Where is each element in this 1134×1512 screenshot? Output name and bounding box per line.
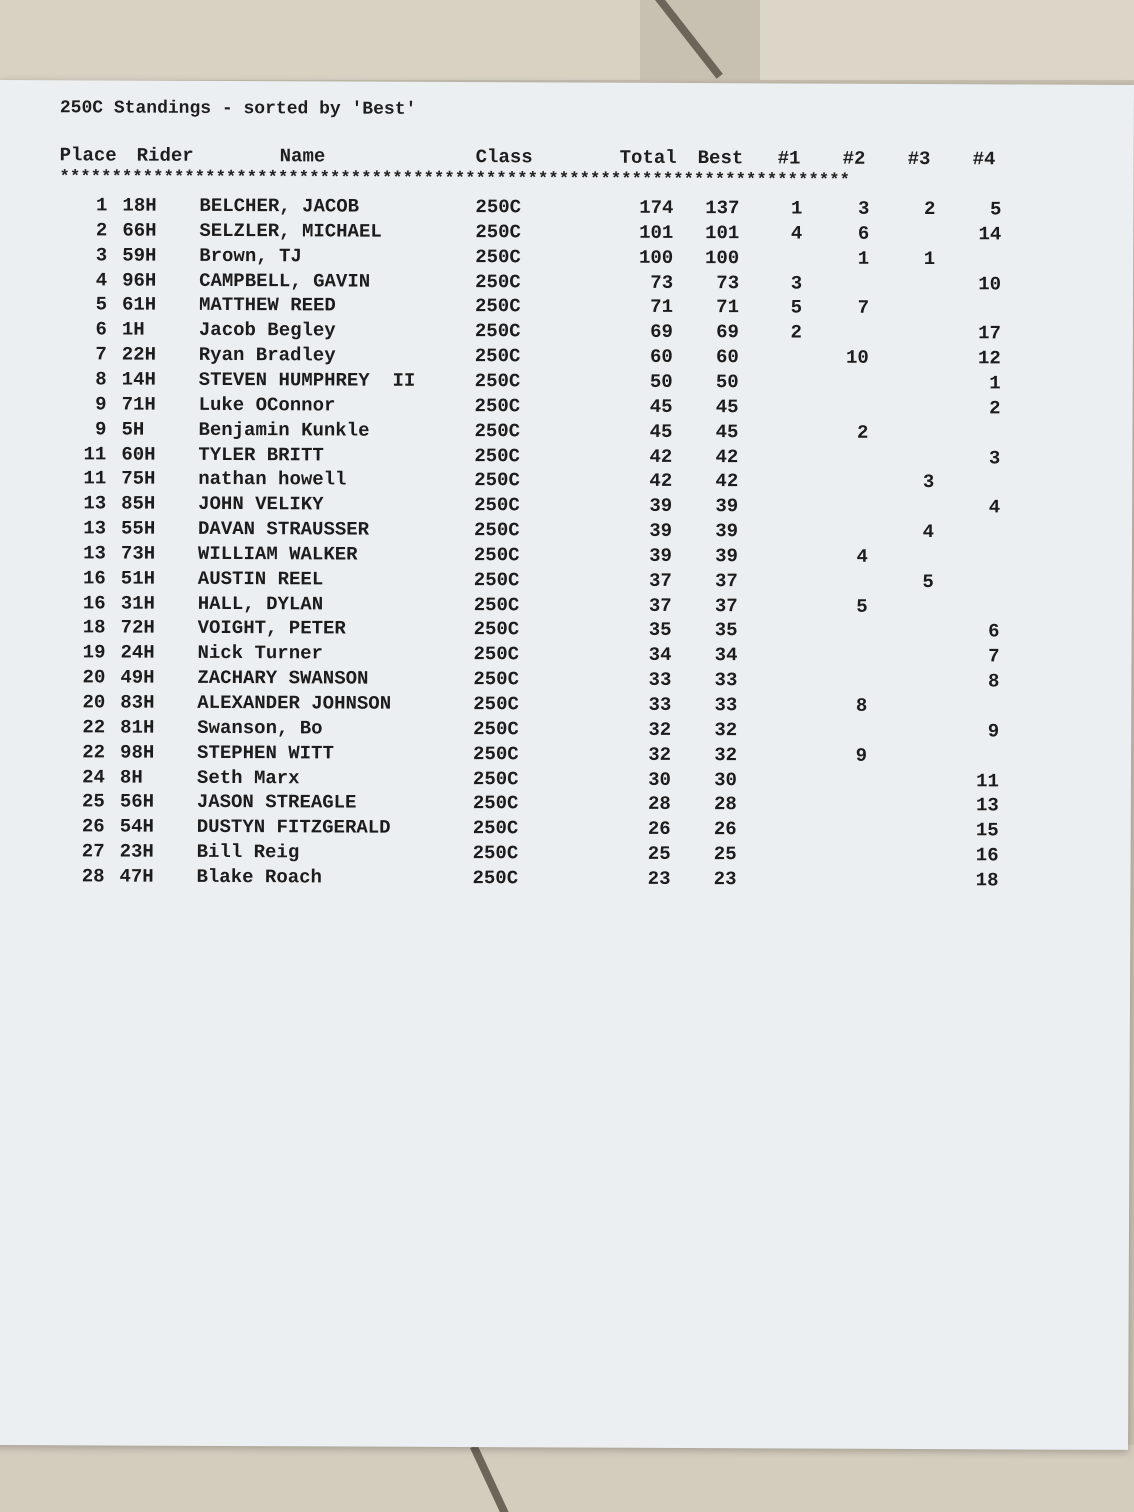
cell-name: WILLIAM WALKER bbox=[197, 542, 358, 566]
cell-name: Brown, TJ bbox=[199, 244, 302, 268]
cell-rider: 81H bbox=[120, 716, 155, 739]
header-name: Name bbox=[279, 145, 326, 168]
cell-best: 100 bbox=[704, 246, 740, 269]
table-row bbox=[0, 665, 1131, 694]
page-title: 250C Standings - sorted by 'Best' bbox=[59, 98, 417, 120]
cell-class: 250C bbox=[474, 394, 521, 418]
cell-place: 25 bbox=[81, 790, 105, 813]
cell-moto-4: 18 bbox=[975, 869, 999, 892]
cell-total: 34 bbox=[648, 644, 672, 667]
cell-moto-4: 1 bbox=[989, 372, 1001, 395]
cell-rider: 1H bbox=[121, 318, 145, 341]
cell-best: 33 bbox=[714, 694, 738, 717]
cell-rider: 51H bbox=[120, 567, 156, 590]
cell-class: 250C bbox=[475, 270, 521, 293]
cell-moto-4: 2 bbox=[989, 397, 1001, 420]
floor-tile bbox=[0, 1445, 1134, 1512]
cell-name: HALL, DYLAN bbox=[197, 592, 324, 616]
cell-rider: 49H bbox=[120, 666, 155, 689]
header-moto-1: #1 bbox=[777, 147, 801, 170]
cell-rider: 8H bbox=[119, 766, 143, 789]
cell-moto-4: 13 bbox=[975, 794, 999, 817]
cell-moto-4: 17 bbox=[978, 322, 1001, 345]
cell-moto-4: 10 bbox=[978, 272, 1002, 295]
cell-total: 33 bbox=[648, 668, 672, 692]
cell-best: 73 bbox=[716, 271, 740, 294]
cell-moto-4: 5 bbox=[989, 198, 1002, 221]
cell-moto-2: 6 bbox=[857, 222, 870, 245]
cell-best: 39 bbox=[715, 495, 739, 518]
table-row bbox=[0, 789, 1131, 818]
cell-moto-4: 11 bbox=[976, 769, 999, 792]
cell-total: 42 bbox=[649, 445, 673, 468]
cell-moto-4: 8 bbox=[987, 670, 1000, 693]
cell-best: 32 bbox=[714, 718, 738, 742]
cell-total: 37 bbox=[648, 594, 672, 617]
cell-total: 39 bbox=[649, 544, 672, 567]
table-row bbox=[0, 292, 1133, 321]
cell-moto-4: 16 bbox=[975, 844, 999, 867]
cell-moto-2: 3 bbox=[857, 197, 870, 220]
cell-moto-3: 2 bbox=[923, 198, 936, 221]
table-row bbox=[0, 864, 1131, 893]
cell-best: 34 bbox=[714, 644, 738, 667]
cell-total: 32 bbox=[648, 718, 672, 741]
cell-best: 37 bbox=[714, 594, 738, 617]
cell-total: 71 bbox=[650, 296, 674, 319]
cell-best: 35 bbox=[714, 619, 738, 642]
cell-class: 250C bbox=[473, 668, 520, 691]
cell-place: 3 bbox=[95, 244, 108, 267]
table-row bbox=[0, 541, 1132, 570]
cell-class: 250C bbox=[472, 817, 519, 840]
cell-name: ALEXANDER JOHNSON bbox=[197, 691, 392, 715]
cell-moto-1: 2 bbox=[790, 321, 802, 344]
cell-best: 137 bbox=[705, 197, 740, 220]
cell-best: 28 bbox=[713, 793, 737, 816]
header-best: Best bbox=[697, 147, 744, 170]
cell-class: 250C bbox=[474, 494, 520, 517]
cell-class: 250C bbox=[474, 295, 521, 318]
cell-name: nathan howell bbox=[198, 468, 347, 491]
cell-place: 20 bbox=[82, 666, 106, 689]
header-total: Total bbox=[619, 146, 677, 169]
cell-class: 250C bbox=[473, 742, 519, 765]
cell-place: 16 bbox=[82, 591, 106, 615]
cell-class: 250C bbox=[474, 345, 521, 368]
cell-name: JOHN VELIKY bbox=[198, 493, 324, 516]
cell-best: 42 bbox=[715, 470, 739, 493]
cell-name: Benjamin Kunkle bbox=[198, 418, 370, 442]
cell-class: 250C bbox=[473, 693, 519, 716]
cell-moto-2: 4 bbox=[856, 545, 868, 568]
cell-place: 6 bbox=[95, 318, 107, 341]
cell-rider: 98H bbox=[120, 741, 155, 764]
cell-class: 250C bbox=[473, 568, 520, 592]
cell-best: 45 bbox=[715, 420, 739, 443]
cell-class: 250C bbox=[474, 370, 521, 393]
cell-moto-3: 4 bbox=[922, 521, 935, 544]
cell-best: 25 bbox=[713, 843, 737, 866]
header-moto-2: #2 bbox=[842, 147, 866, 170]
cell-total: 35 bbox=[648, 619, 672, 642]
table-row bbox=[0, 417, 1133, 446]
cell-class: 250C bbox=[475, 220, 521, 244]
cell-name: TYLER BRITT bbox=[198, 443, 324, 466]
cell-best: 32 bbox=[714, 743, 738, 766]
cell-place: 11 bbox=[83, 467, 107, 490]
cell-name: Bill Reig bbox=[196, 840, 300, 864]
cell-class: 250C bbox=[473, 717, 519, 741]
cell-place: 22 bbox=[82, 716, 106, 739]
cell-moto-3: 5 bbox=[922, 570, 934, 593]
cell-rider: 59H bbox=[122, 244, 157, 267]
header-rider: Rider bbox=[136, 144, 194, 167]
cell-moto-2: 5 bbox=[856, 595, 868, 618]
cell-class: 250C bbox=[472, 792, 519, 815]
cell-class: 250C bbox=[473, 643, 520, 666]
cell-best: 42 bbox=[715, 445, 739, 468]
cell-rider: 61H bbox=[121, 293, 157, 317]
cell-place: 18 bbox=[82, 616, 106, 639]
cell-name: SELZLER, MICHAEL bbox=[199, 219, 382, 243]
cell-name: STEVEN HUMPHREY II bbox=[198, 368, 416, 392]
cell-best: 101 bbox=[705, 221, 740, 245]
cell-class: 250C bbox=[474, 444, 521, 467]
table-row bbox=[0, 367, 1133, 396]
cell-class: 250C bbox=[475, 245, 521, 268]
cell-rider: 14H bbox=[121, 368, 156, 391]
cell-rider: 55H bbox=[120, 517, 156, 540]
cell-name: DAVAN STRAUSSER bbox=[197, 517, 370, 541]
cell-rider: 18H bbox=[122, 194, 157, 217]
cell-class: 250C bbox=[475, 196, 522, 219]
header-separator: **************************************************************************** bbox=[59, 168, 851, 191]
cell-name: VOIGHT, PETER bbox=[197, 617, 346, 640]
cell-best: 71 bbox=[716, 296, 740, 319]
cell-name: Luke OConnor bbox=[198, 393, 336, 417]
cell-moto-2: 2 bbox=[857, 421, 869, 444]
cell-class: 250C bbox=[472, 842, 519, 865]
cell-place: 13 bbox=[83, 517, 107, 540]
cell-moto-4: 3 bbox=[988, 446, 1001, 469]
cell-total: 37 bbox=[648, 569, 672, 592]
cell-name: CAMPBELL, GAVIN bbox=[199, 269, 371, 293]
floor-tile bbox=[0, 0, 640, 80]
cell-total: 174 bbox=[639, 196, 674, 219]
cell-class: 250C bbox=[472, 767, 519, 790]
cell-class: 250C bbox=[473, 618, 520, 641]
cell-moto-3: 1 bbox=[923, 247, 936, 270]
cell-name: BELCHER, JACOB bbox=[199, 194, 360, 218]
cell-rider: 85H bbox=[121, 492, 156, 515]
cell-moto-1: 4 bbox=[790, 222, 803, 245]
cell-place: 20 bbox=[82, 691, 106, 714]
header-place: Place bbox=[59, 144, 117, 167]
cell-class: 250C bbox=[474, 419, 521, 442]
cell-moto-1: 3 bbox=[790, 271, 803, 295]
cell-class: 250C bbox=[473, 519, 520, 542]
cell-total: 30 bbox=[648, 768, 672, 791]
cell-total: 69 bbox=[650, 321, 673, 344]
cell-place: 27 bbox=[81, 840, 105, 863]
cell-best: 30 bbox=[714, 768, 738, 791]
cell-rider: 56H bbox=[119, 790, 155, 814]
cell-total: 32 bbox=[648, 743, 672, 766]
cell-place: 5 bbox=[95, 293, 108, 316]
cell-moto-3: 3 bbox=[922, 471, 935, 494]
cell-rider: 47H bbox=[119, 865, 154, 888]
cell-moto-4: 4 bbox=[988, 496, 1001, 519]
cell-best: 45 bbox=[715, 395, 739, 419]
cell-class: 250C bbox=[473, 543, 520, 567]
cell-total: 26 bbox=[647, 818, 671, 841]
cell-rider: 75H bbox=[121, 467, 156, 491]
cell-place: 19 bbox=[82, 641, 106, 664]
cell-moto-2: 7 bbox=[857, 297, 870, 320]
cell-rider: 23H bbox=[119, 840, 154, 863]
cell-name: Jacob Begley bbox=[198, 319, 336, 342]
cell-place: 8 bbox=[95, 368, 107, 391]
cell-moto-4: 9 bbox=[987, 720, 1000, 743]
cell-moto-1: 1 bbox=[790, 197, 803, 220]
cell-total: 100 bbox=[638, 246, 674, 269]
cell-moto-4: 12 bbox=[977, 347, 1001, 370]
cell-best: 69 bbox=[716, 321, 739, 344]
cell-rider: 66H bbox=[122, 219, 157, 242]
cell-moto-4: 6 bbox=[988, 620, 1000, 643]
header-moto-4: #4 bbox=[972, 148, 996, 171]
cell-place: 11 bbox=[83, 442, 107, 465]
cell-rider: 24H bbox=[120, 641, 155, 664]
cell-place: 7 bbox=[95, 343, 107, 366]
cell-moto-4: 7 bbox=[988, 645, 1000, 668]
cell-total: 33 bbox=[648, 693, 672, 716]
cell-total: 23 bbox=[647, 867, 671, 890]
cell-total: 28 bbox=[647, 793, 671, 816]
cell-total: 45 bbox=[649, 420, 673, 443]
cell-place: 9 bbox=[95, 418, 107, 441]
cell-moto-2: 9 bbox=[855, 744, 868, 767]
tile-grout-line bbox=[655, 0, 723, 79]
cell-moto-2: 8 bbox=[855, 694, 868, 717]
cell-best: 39 bbox=[715, 520, 739, 543]
cell-best: 37 bbox=[714, 569, 738, 592]
cell-class: 250C bbox=[472, 867, 519, 890]
cell-total: 25 bbox=[647, 842, 671, 866]
cell-name: AUSTIN REEL bbox=[197, 567, 324, 591]
cell-rider: 22H bbox=[121, 343, 157, 366]
cell-rider: 83H bbox=[120, 691, 155, 714]
cell-total: 60 bbox=[649, 345, 673, 369]
cell-total: 42 bbox=[649, 470, 673, 493]
cell-name: Seth Marx bbox=[196, 766, 300, 789]
cell-total: 39 bbox=[649, 495, 673, 518]
cell-name: Swanson, Bo bbox=[197, 716, 323, 740]
cell-place: 1 bbox=[95, 194, 108, 217]
cell-name: Blake Roach bbox=[196, 865, 322, 889]
cell-place: 2 bbox=[95, 219, 108, 242]
cell-rider: 54H bbox=[119, 815, 155, 838]
cell-place: 26 bbox=[81, 815, 105, 838]
table-row bbox=[0, 243, 1133, 272]
cell-best: 23 bbox=[713, 868, 737, 891]
cell-rider: 72H bbox=[120, 616, 155, 640]
cell-total: 39 bbox=[649, 519, 673, 542]
cell-rider: 31H bbox=[120, 592, 155, 615]
cell-moto-2: 10 bbox=[845, 346, 869, 369]
cell-name: MATTHEW REED bbox=[198, 294, 336, 317]
cell-name: JASON STREAGLE bbox=[196, 791, 357, 814]
cell-place: 13 bbox=[83, 542, 106, 565]
header-moto-3: #3 bbox=[907, 147, 931, 171]
floor-tile bbox=[760, 0, 1134, 80]
cell-rider: 73H bbox=[120, 542, 156, 565]
table-row bbox=[0, 740, 1131, 769]
cell-best: 39 bbox=[715, 545, 738, 568]
cell-rider: 5H bbox=[121, 418, 145, 441]
cell-moto-1: 5 bbox=[790, 296, 803, 319]
cell-place: 4 bbox=[95, 268, 108, 292]
cell-total: 101 bbox=[639, 221, 674, 244]
cell-place: 16 bbox=[82, 567, 106, 590]
cell-name: Ryan Bradley bbox=[198, 343, 336, 367]
standings-sheet bbox=[0, 80, 1134, 1450]
cell-best: 50 bbox=[715, 371, 739, 394]
cell-moto-2: 1 bbox=[857, 247, 870, 270]
cell-rider: 71H bbox=[121, 393, 156, 416]
cell-class: 250C bbox=[474, 320, 521, 343]
cell-rider: 60H bbox=[121, 443, 156, 466]
table-row bbox=[0, 491, 1132, 520]
cell-best: 33 bbox=[714, 669, 738, 692]
cell-place: 9 bbox=[95, 393, 107, 416]
cell-place: 28 bbox=[81, 865, 105, 888]
cell-class: 250C bbox=[473, 593, 520, 616]
cell-total: 50 bbox=[649, 370, 673, 393]
cell-moto-4: 15 bbox=[975, 819, 999, 842]
cell-total: 73 bbox=[650, 271, 674, 294]
cell-name: DUSTYN FITZGERALD bbox=[196, 816, 391, 839]
cell-place: 22 bbox=[82, 741, 106, 764]
table-row bbox=[0, 615, 1132, 644]
cell-name: STEPHEN WITT bbox=[197, 741, 334, 765]
header-class: Class bbox=[475, 146, 533, 169]
cell-total: 45 bbox=[649, 395, 673, 418]
cell-name: ZACHARY SWANSON bbox=[197, 667, 369, 690]
cell-place: 24 bbox=[82, 765, 106, 789]
cell-class: 250C bbox=[474, 469, 520, 492]
cell-best: 26 bbox=[713, 818, 737, 841]
cell-place: 13 bbox=[83, 492, 107, 515]
cell-name: Nick Turner bbox=[197, 642, 323, 665]
cell-best: 60 bbox=[715, 346, 739, 369]
cell-rider: 96H bbox=[122, 269, 157, 292]
cell-moto-4: 14 bbox=[978, 223, 1002, 246]
